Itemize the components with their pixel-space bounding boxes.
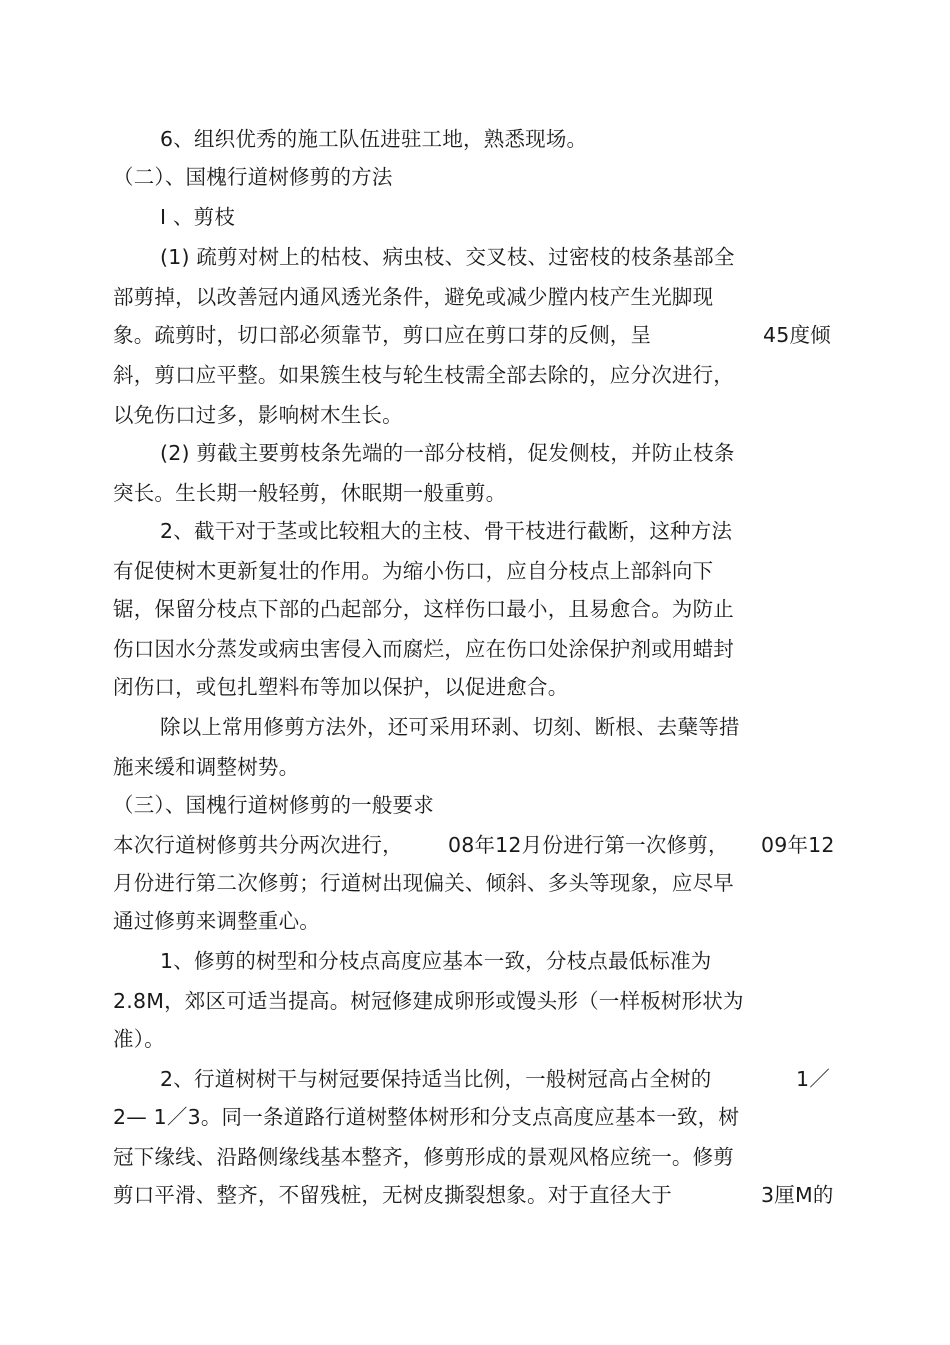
paragraph-line: 2— 1／3。同一条道路行道树整体树形和分支点高度应基本一致，树	[113, 1105, 740, 1129]
paragraph-line: 以免伤口过多，影响树木生长。	[113, 403, 403, 427]
paragraph-line-fragment: 09年12	[761, 833, 835, 857]
paragraph-line: 除以上常用修剪方法外，还可采用环剥、切刻、断根、去蘖等措	[160, 715, 740, 739]
paragraph-line: 2、截干对于茎或比较粗大的主枝、骨干枝进行截断，这种方法	[160, 519, 733, 543]
paragraph-line: 6、组织优秀的施工队伍进驻工地，熟悉现场。	[160, 127, 588, 151]
paragraph-line: 冠下缘线、沿路侧缘线基本整齐，修剪形成的景观风格应统一。修剪	[113, 1145, 734, 1169]
paragraph-line: 通过修剪来调整重心。	[113, 909, 320, 933]
paragraph-line: 施来缓和调整树势。	[113, 755, 300, 779]
paragraph-line: 本次行道树修剪共分两次进行，	[113, 833, 403, 857]
paragraph-line: (2) 剪截主要剪枝条先端的一部分枝梢，促发侧枝，并防止枝条	[160, 441, 735, 465]
paragraph-line: 2、行道树树干与树冠要保持适当比例，一般树冠高占全树的	[160, 1067, 712, 1091]
paragraph-line-fragment: 08年12月份进行第一次修剪，	[448, 833, 729, 857]
paragraph-line: 闭伤口，或包扎塑料布等加以保护，以促进愈合。	[113, 675, 569, 699]
paragraph-line: 象。疏剪时，切口部必须靠节，剪口应在剪口芽的反侧，呈	[113, 323, 652, 347]
paragraph-line-fragment: 45度倾	[763, 323, 831, 347]
subsection-heading: I 、剪枝	[160, 205, 236, 229]
section-heading: （二）、国槐行道树修剪的方法	[113, 165, 393, 189]
paragraph-line: 2.8M，郊区可适当提高。树冠修建成卵形或馒头形（一样板树形状为	[113, 989, 744, 1013]
paragraph-line: 1、修剪的树型和分枝点高度应基本一致，分枝点最低标准为	[160, 949, 712, 973]
paragraph-line: 突长。生长期一般轻剪，休眠期一般重剪。	[113, 481, 507, 505]
paragraph-line: 准）。	[113, 1027, 165, 1051]
paragraph-line-fragment: 3厘M的	[761, 1183, 834, 1207]
paragraph-line: 剪口平滑、整齐，不留残桩，无树皮撕裂想象。对于直径大于	[113, 1183, 672, 1207]
paragraph-line: (1) 疏剪对树上的枯枝、病虫枝、交叉枝、过密枝的枝条基部全	[160, 245, 735, 269]
paragraph-line: 斜，剪口应平整。如果簇生枝与轮生枝需全部去除的，应分次进行，	[113, 363, 734, 387]
paragraph-line: 伤口因水分蒸发或病虫害侵入而腐烂，应在伤口处涂保护剂或用蜡封	[113, 637, 734, 661]
paragraph-line: 部剪掉，以改善冠内通风透光条件，避免或减少膛内枝产生光脚现	[113, 285, 714, 309]
paragraph-line-fragment: 1／	[796, 1067, 830, 1091]
paragraph-line: 月份进行第二次修剪；行道树出现偏关、倾斜、多头等现象，应尽早	[113, 871, 734, 895]
paragraph-line: 锯，保留分枝点下部的凸起部分，这样伤口最小，且易愈合。为防止	[113, 597, 734, 621]
paragraph-line: 有促使树木更新复壮的作用。为缩小伤口，应自分枝点上部斜向下	[113, 559, 714, 583]
section-heading: （三）、国槐行道树修剪的一般要求	[113, 793, 434, 817]
